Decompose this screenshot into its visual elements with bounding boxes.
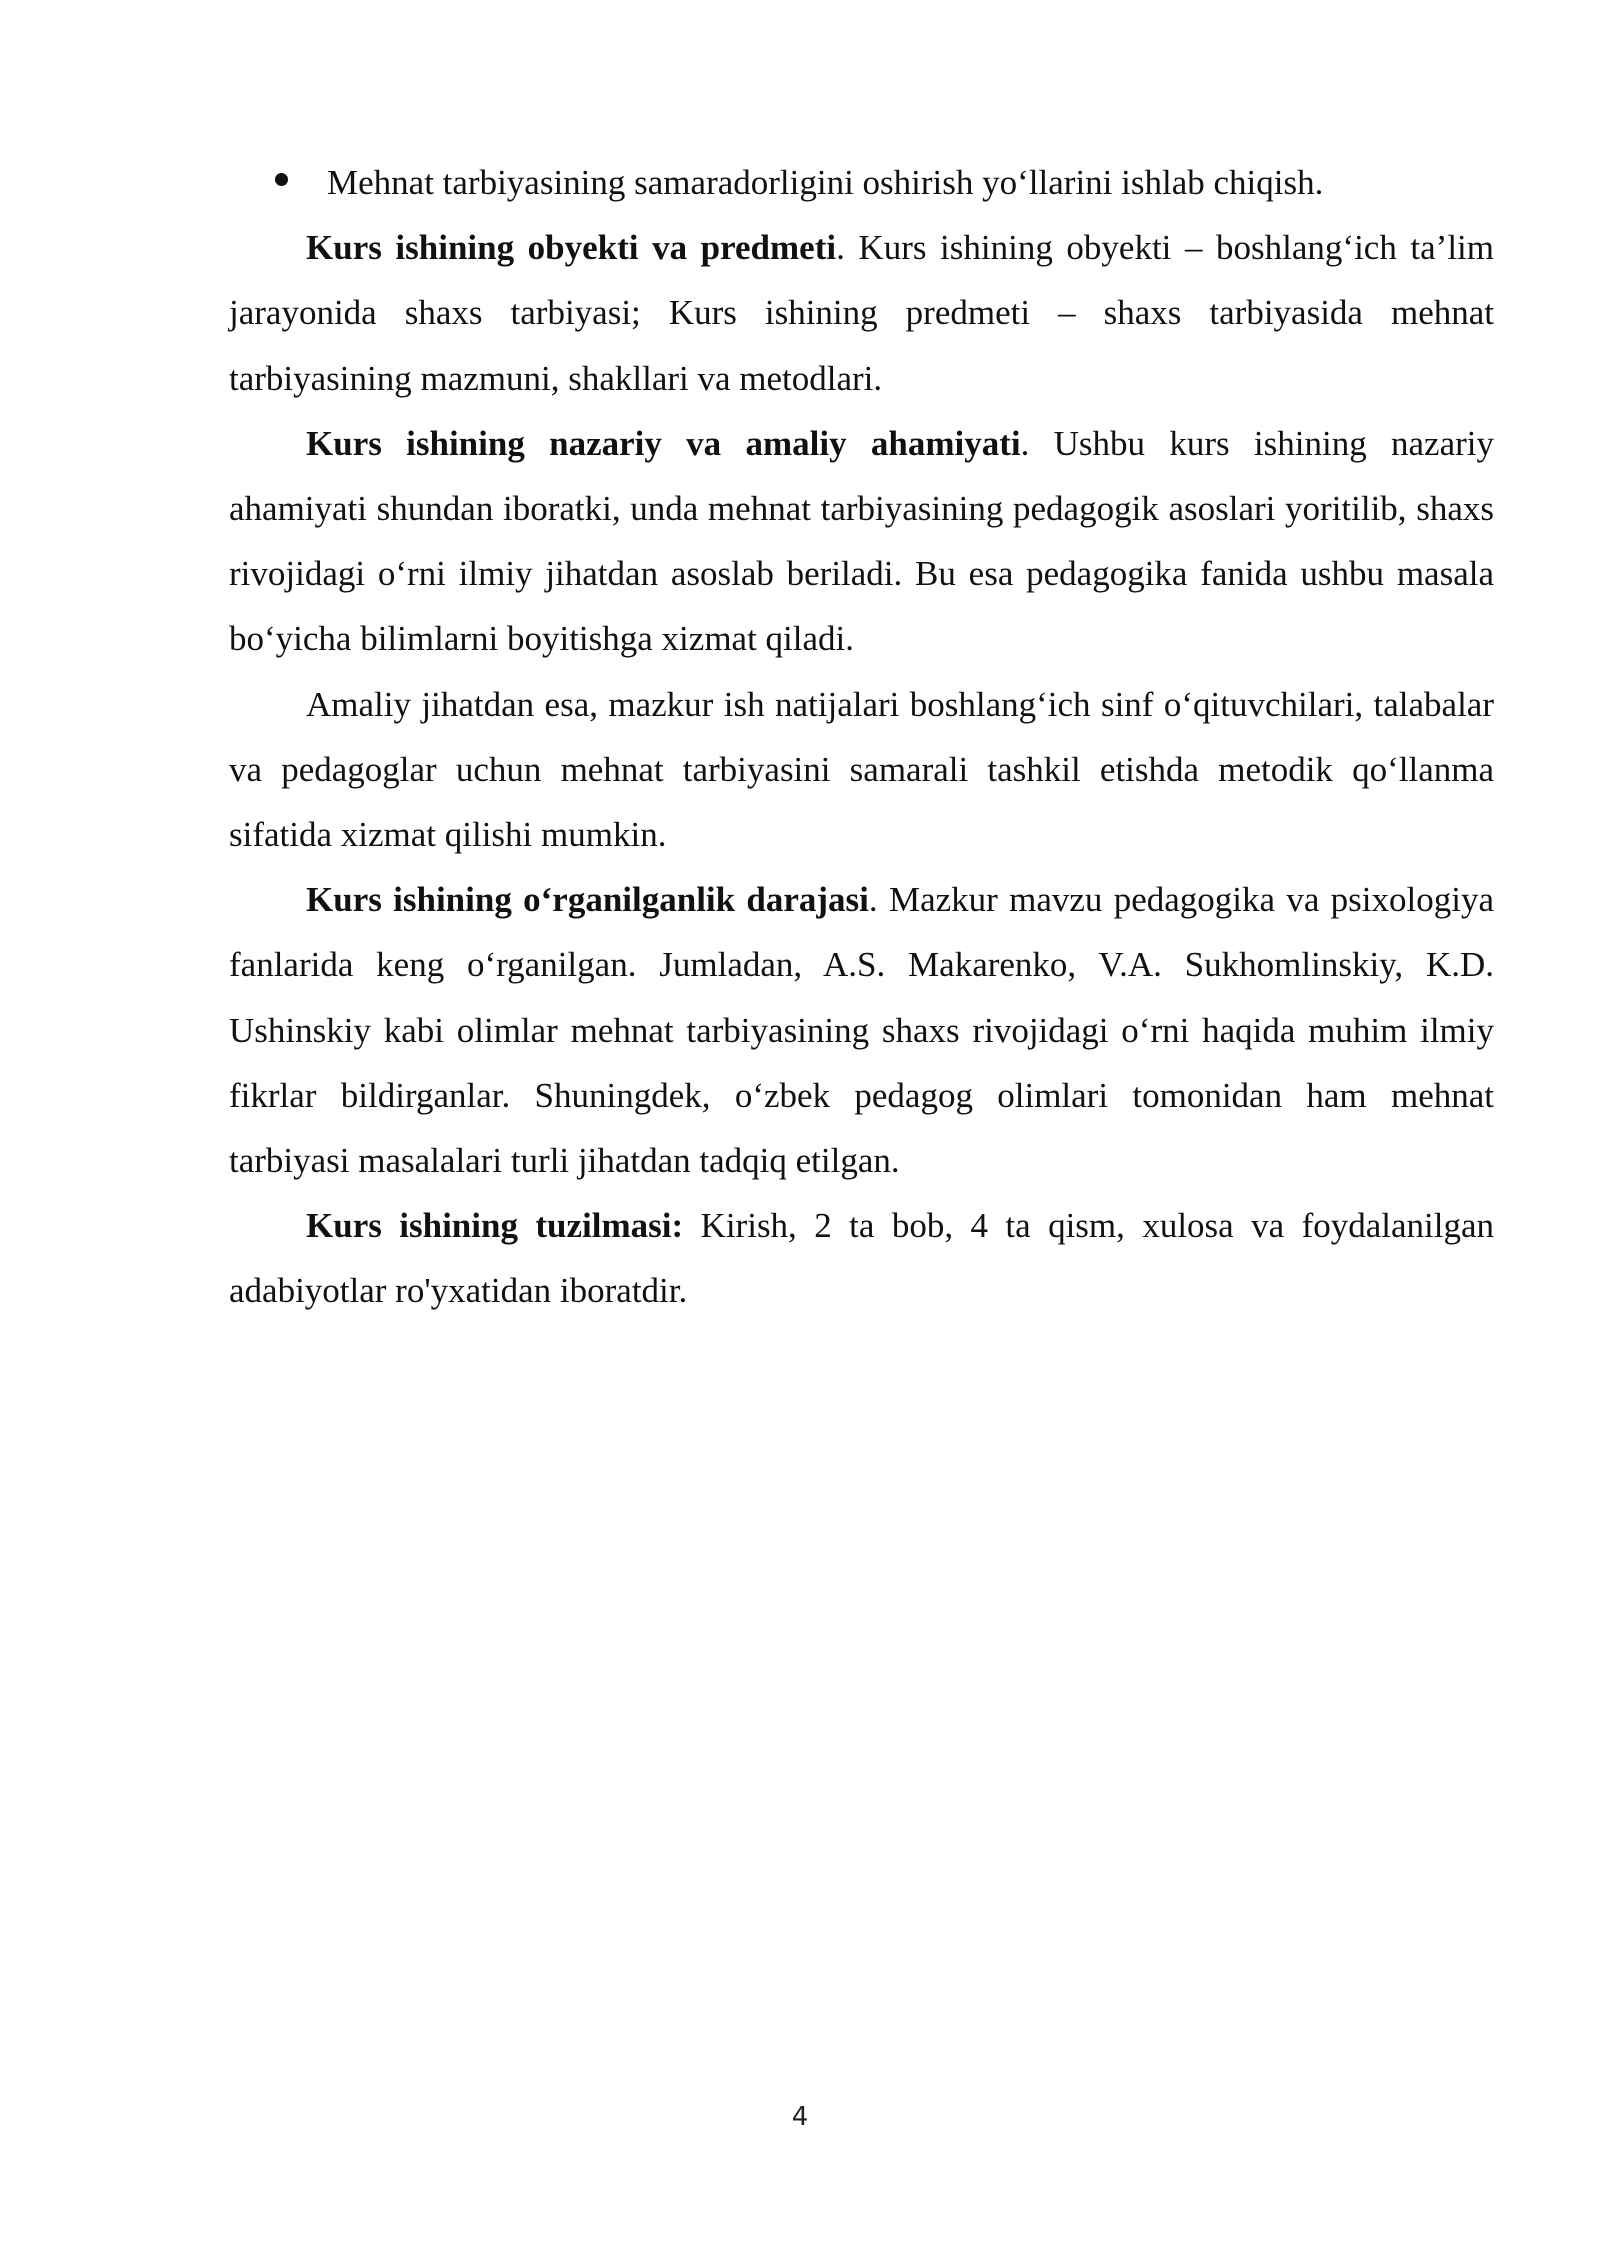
paragraph-body: . Ushbu kurs ishining nazariy ahamiyati shundan iboratki, unda mehnat tarbiyasining pedagogik asoslari yoritilib, shaxs rivojidagi o‘rni ilmiy jihatdan asoslab beriladi. Bu esa pedagogika fanida ushbu masala bo‘yicha bilimlarni boyitishga xizmat qiladi. bbox=[229, 423, 1494, 659]
paragraph-body: Kirish, 2 ta bob, 4 ta qism, xulosa va foydalanilgan adabiyotlar ro'yxatidan iboratdir. bbox=[229, 1206, 1495, 1311]
paragraph-body: . Kurs ishining obyekti – boshlang‘ich ta’lim jarayonida shaxs tarbiyasi; Kurs ishining predmeti – shaxs tarbiyasida mehnat tarbiyasining mazmuni, shakllari va metodlari. bbox=[229, 228, 1494, 398]
page-number: 4 bbox=[791, 2102, 809, 2132]
page-content bbox=[229, 150, 1494, 1324]
paragraph-study-level bbox=[229, 867, 1494, 1193]
paragraph-heading: Kurs ishining tuzilmasi: bbox=[306, 1206, 684, 1246]
paragraph-body: . Mazkur mavzu pedagogika va psixologiya fanlarida keng o‘rganilgan. Jumladan, A.S. Makarenko, V.A. Sukhomlinskiy, K.D. Ushinskiy kabi olimlar mehnat tarbiyasining shaxs rivojidagi o‘rni haqida muhim ilmiy fikrlar bildirganlar. Shuningdek, o‘zbek pedagog olimlari tomonidan ham mehnat tarbiyasi masalalari turli jihatdan tadqiq etilgan. bbox=[229, 880, 1494, 1181]
paragraph-significance bbox=[229, 411, 1494, 672]
paragraph-heading: Kurs ishining nazariy va amaliy ahamiyati bbox=[306, 423, 1021, 463]
bullet-dot-icon bbox=[275, 173, 288, 186]
paragraph-structure bbox=[229, 1193, 1494, 1323]
paragraph-body: Amaliy jihatdan esa, mazkur ish natijalari boshlang‘ich sinf o‘qituvchilari, talabalar va pedagoglar uchun mehnat tarbiyasini samarali tashkil etishda metodik qo‘llanma sifatida xizmat qilishi mumkin. bbox=[229, 684, 1494, 855]
paragraph-object-subject bbox=[229, 215, 1494, 411]
bullet-text: Mehnat tarbiyasining samaradorligini oshirish yo‘llarini ishlab chiqish. bbox=[327, 163, 1324, 202]
paragraph-heading: Kurs ishining obyekti va predmeti bbox=[306, 228, 837, 268]
bullet-list-item bbox=[229, 150, 1494, 215]
paragraph-heading: Kurs ishining o‘rganilganlik darajasi bbox=[306, 880, 869, 920]
paragraph-practical bbox=[229, 672, 1494, 868]
